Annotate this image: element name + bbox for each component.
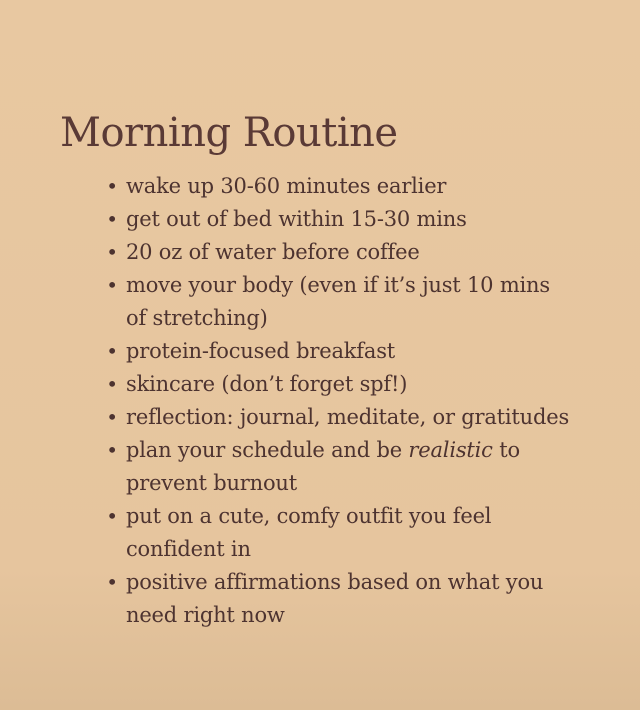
list-item-text: 20 oz of water before coffee xyxy=(126,240,420,264)
list-item-text: move your body (even if it’s just 10 mins of stretching) xyxy=(126,273,550,330)
list-item xyxy=(106,269,576,335)
list-item-text: positive affirmations based on what you need right now xyxy=(126,570,544,627)
list-item xyxy=(106,203,576,236)
list-item-text-pre: plan your schedule and be xyxy=(126,438,409,462)
list-item-text: put on a cute, comfy outfit you feel confident in xyxy=(126,504,492,561)
list-item xyxy=(106,335,576,368)
list-item-text: skincare (don’t forget spf!) xyxy=(126,372,408,396)
page-title: Morning Routine xyxy=(60,109,398,156)
list-item-text: reflection: journal, meditate, or gratitudes xyxy=(126,405,570,429)
bullet-icon: • xyxy=(106,174,118,198)
list-item-text-post: to prevent burnout xyxy=(126,438,520,495)
list-item-text: protein-focused breakfast xyxy=(126,339,396,363)
bullet-icon: • xyxy=(106,570,118,594)
list-item xyxy=(106,170,576,203)
routine-list xyxy=(106,170,576,632)
list-item-text: wake up 30-60 minutes earlier xyxy=(126,174,447,198)
bullet-icon: • xyxy=(106,240,118,264)
list-item xyxy=(106,236,576,269)
bullet-icon: • xyxy=(106,273,118,297)
list-item xyxy=(106,434,576,500)
bullet-icon: • xyxy=(106,372,118,396)
bullet-icon: • xyxy=(106,438,118,462)
list-item xyxy=(106,500,576,566)
bullet-icon: • xyxy=(106,207,118,231)
bullet-icon: • xyxy=(106,405,118,429)
list-item xyxy=(106,368,576,401)
list-item xyxy=(106,401,576,434)
list-item xyxy=(106,566,576,632)
list-item-emphasis: realistic xyxy=(408,438,493,462)
bullet-icon: • xyxy=(106,339,118,363)
bullet-icon: • xyxy=(106,504,118,528)
list-item-text: get out of bed within 15-30 mins xyxy=(126,207,467,231)
